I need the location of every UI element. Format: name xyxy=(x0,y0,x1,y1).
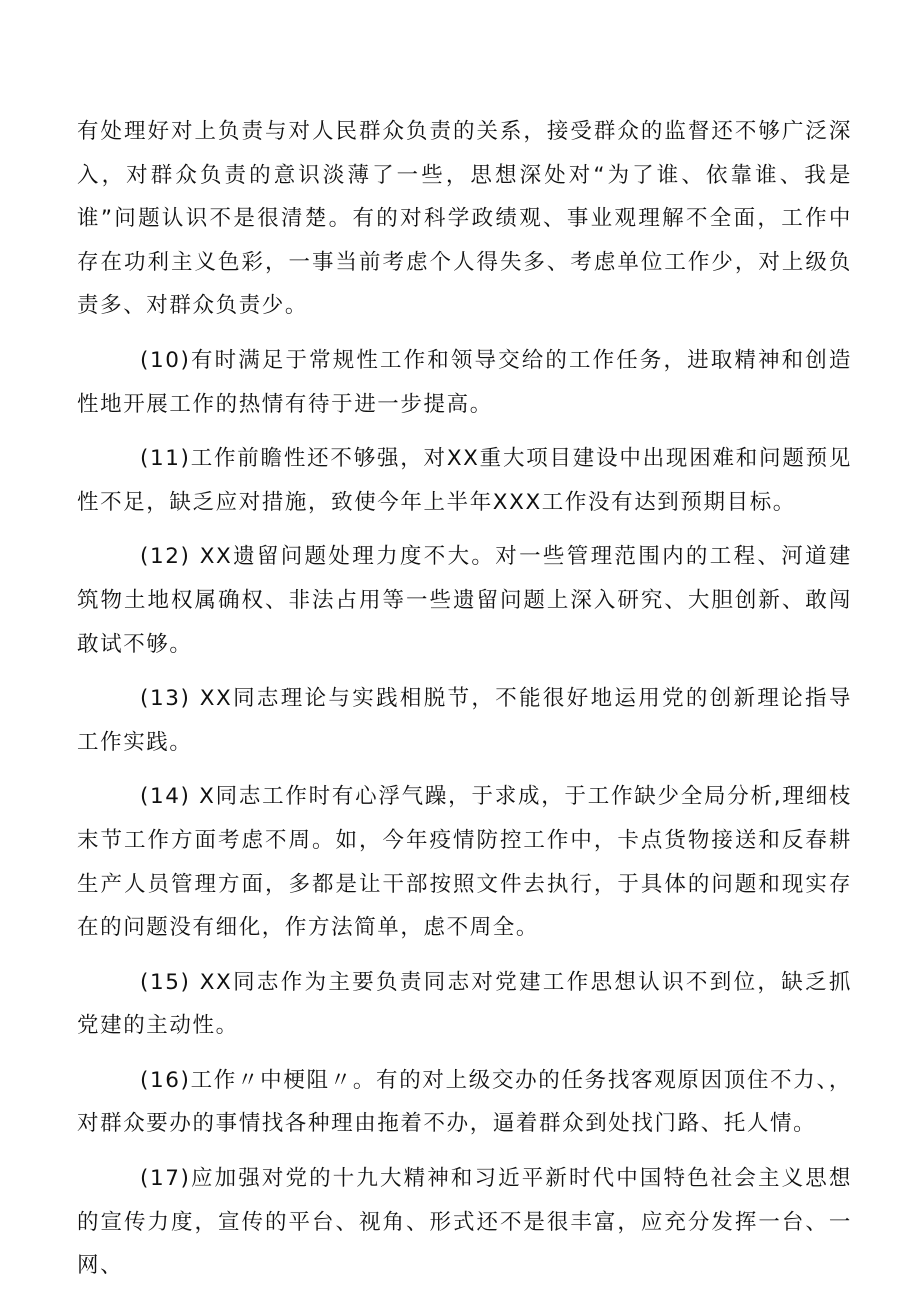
paragraph-item-14: (14) X同志工作时有心浮气躁，于求成，于工作缺少全局分析,理细枝末节工作方面考虑不周。如，今年疫情防控工作中，卡点货物接送和反春耕生产人员管理方面，多都是让干部按照文件去执行，于具体的问题和现实存在的问题没有细化，作方法简单，虑不周全。 xyxy=(77,784,852,941)
paragraph-item-15: (15) XX同志作为主要负责同志对党建工作思想认识不到位，缺乏抓党建的主动性。 xyxy=(77,969,852,1039)
paragraph-item-12: (12) XX遗留问题处理力度不大。对一些管理范围内的工程、河道建筑物土地权属确权、非法占用等一些遗留问题上深入研究、大胆创新、敢闯敢试不够。 xyxy=(77,544,852,657)
document-body xyxy=(77,110,852,1288)
paragraph-item-10: (10)有时满足于常规性工作和领导交给的工作任务，进取精神和创造性地开展工作的热情有待于进一步提高。 xyxy=(77,347,852,417)
paragraph-item-13: (13) XX同志理论与实践相脱节，不能很好地运用党的创新理论指导工作实践。 xyxy=(77,686,852,755)
paragraph-item-16: (16)工作〃中梗阻〃。有的对上级交办的任务找客观原因顶住不力、，对群众要办的事情找各种理由拖着不办，逼着群众到处找门路、托人情。 xyxy=(77,1067,852,1137)
paragraph-item-11: (11)工作前瞻性还不够强，对XX重大项目建设中出现困难和问题预见性不足，缺乏应对措施，致使今年上半年XXX工作没有达到预期目标。 xyxy=(77,446,852,515)
paragraph-item-17: (17)应加强对党的十九大精神和习近平新时代中国特色社会主义思想的宣传力度，宣传的平台、视角、形式还不是很丰富，应充分发挥一台、一网、 xyxy=(77,1166,852,1279)
paragraph-continuation: 有处理好对上负责与对人民群众负责的关系，接受群众的监督还不够广泛深入，对群众负责的意识淡薄了一些，思想深处对“为了谁、依靠谁、我是谁”问题认识不是很清楚。有的对科学政绩观、事业观理解不全面，工作中存在功利主义色彩，一事当前考虑个人得失多、考虑单位工作少，对上级负责多、对群众负责少。 xyxy=(77,119,852,319)
